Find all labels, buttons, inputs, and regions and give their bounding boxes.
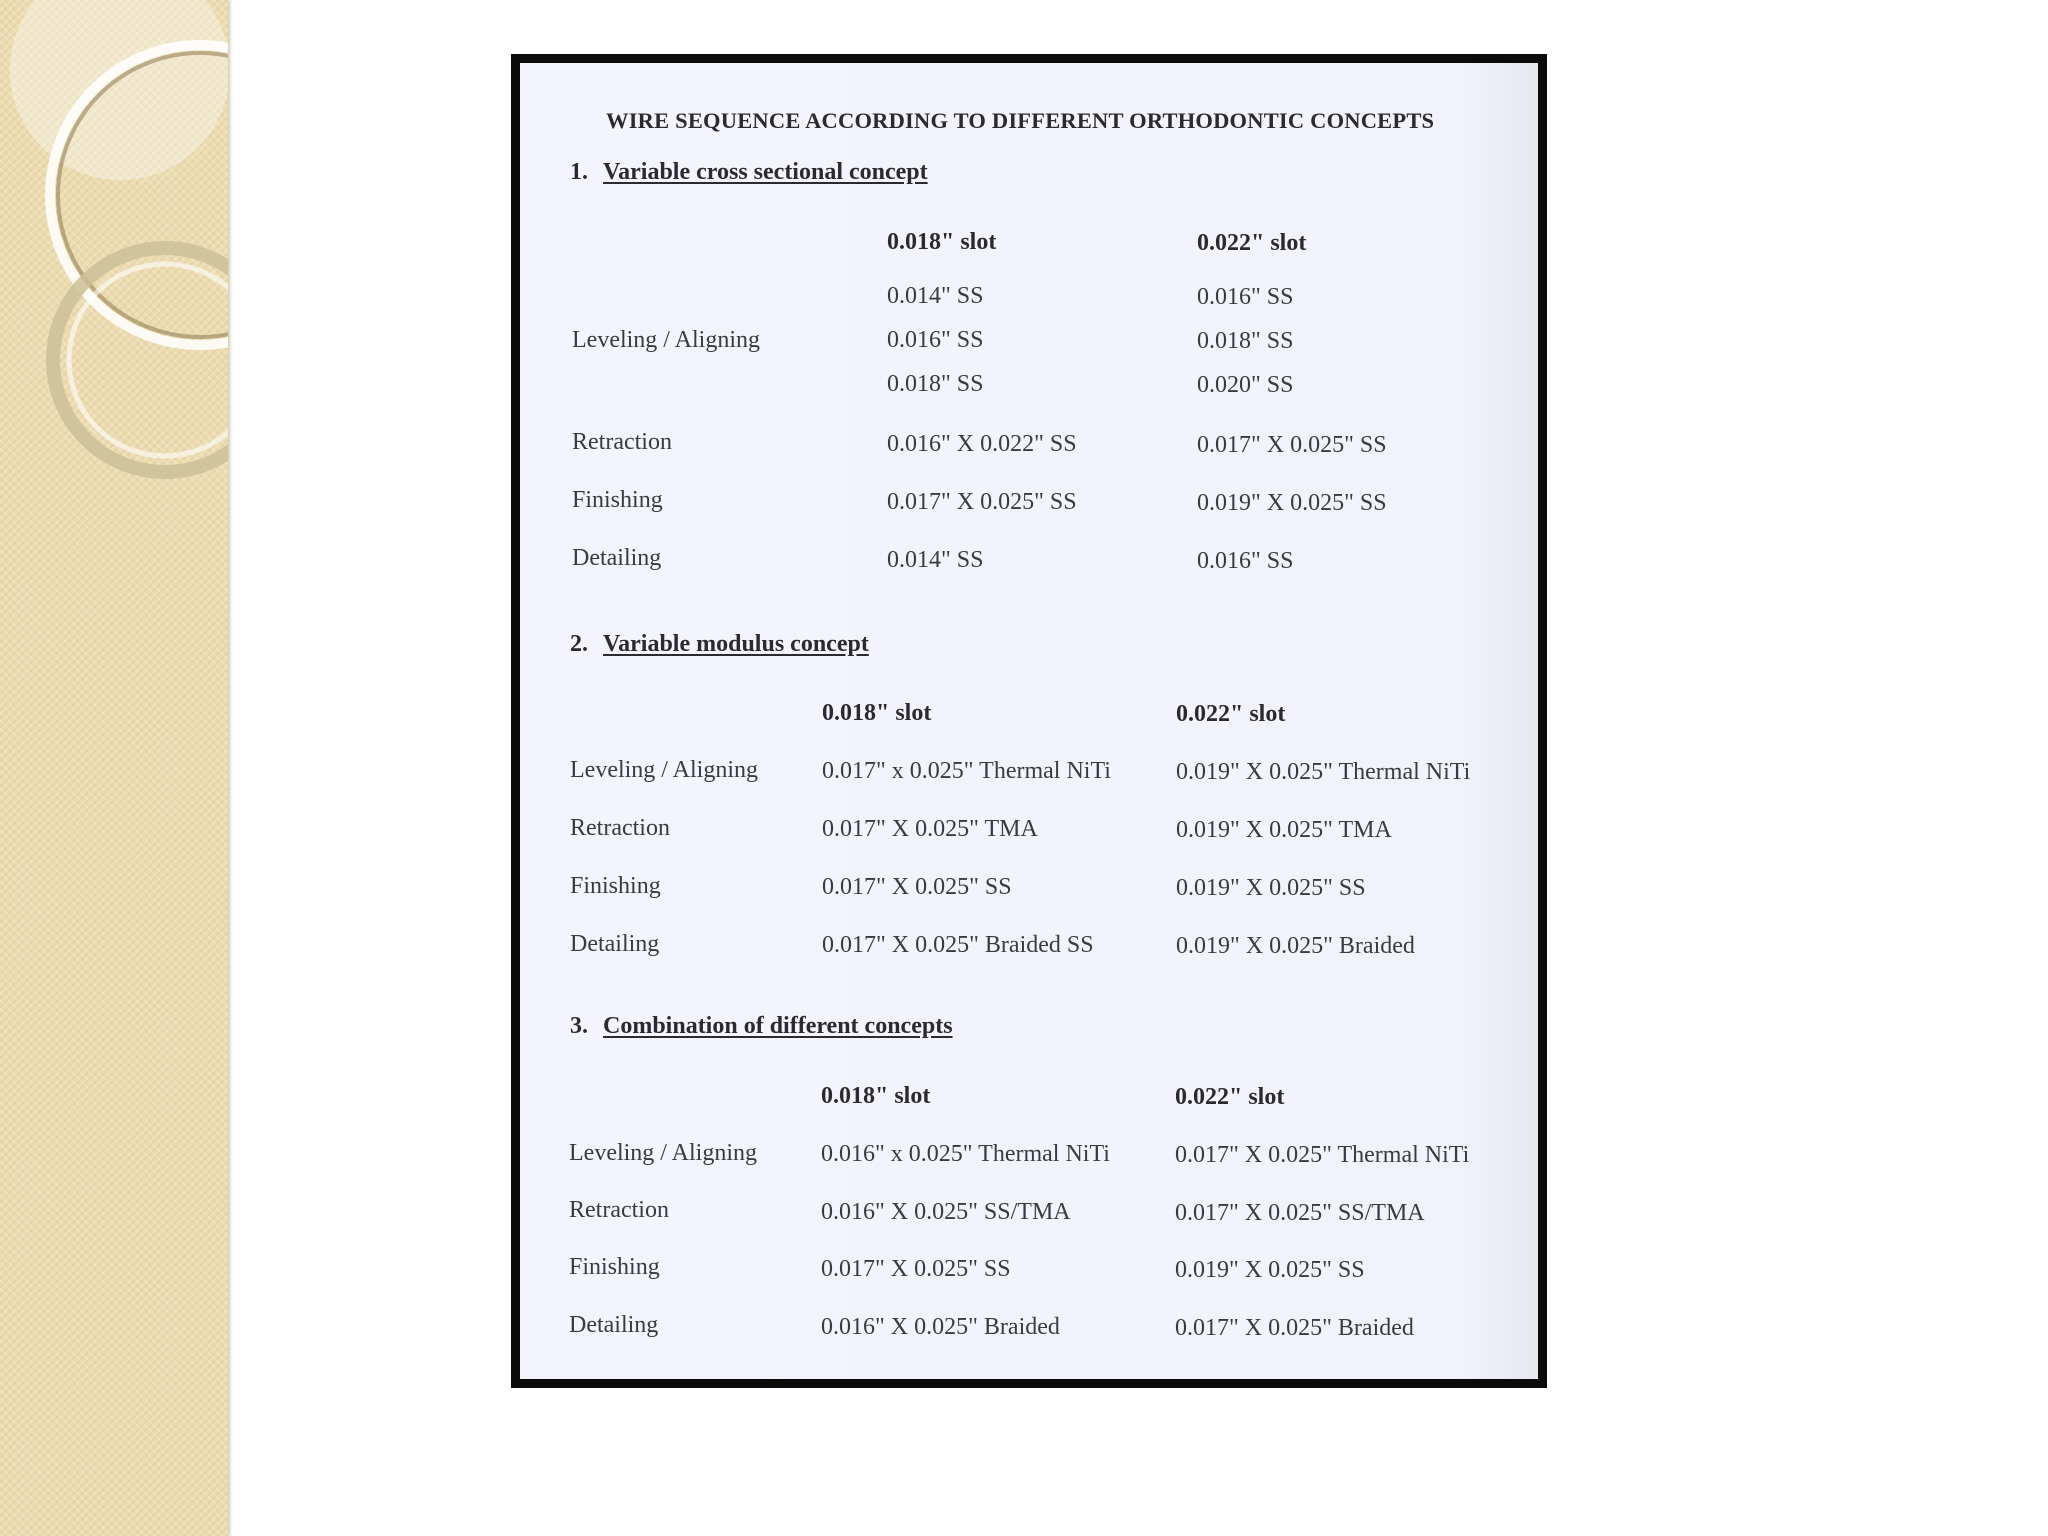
section-2-title: Variable modulus concept	[603, 631, 869, 657]
section-1-row-leveling-stage: Leveling / Aligning	[572, 327, 760, 353]
section-2-retraction-022: 0.019" X 0.025" TMA	[1176, 817, 1392, 843]
section-2-number: 2.	[570, 631, 588, 657]
section-1-number: 1.	[570, 159, 588, 185]
section-2-col-022-slot: 0.022" slot	[1176, 701, 1286, 727]
section-3-retraction-018: 0.016" X 0.025" SS/TMA	[821, 1199, 1071, 1225]
document-title: WIRE SEQUENCE ACCORDING TO DIFFERENT ORTHODONTIC CONCEPTS	[606, 108, 1435, 133]
section-2-row-retraction-stage: Retraction	[570, 815, 670, 841]
section-3-col-022-slot: 0.022" slot	[1175, 1084, 1285, 1110]
section-2-heading	[570, 631, 869, 658]
section-1-detailing-018: 0.014" SS	[887, 547, 984, 573]
section-3-row-detailing-stage: Detailing	[569, 1312, 659, 1338]
section-1-leveling-018-wire-1: 0.014" SS	[887, 283, 984, 309]
section-1-leveling-022-wire-1: 0.016" SS	[1197, 284, 1294, 310]
section-2-finishing-022: 0.019" X 0.025" SS	[1176, 875, 1366, 901]
section-3-number: 3.	[570, 1013, 588, 1039]
section-2-detailing-018: 0.017" X 0.025" Braided SS	[822, 932, 1094, 958]
section-2-col-018-slot: 0.018" slot	[822, 700, 932, 726]
section-1-finishing-018: 0.017" X 0.025" SS	[887, 489, 1077, 515]
section-3-row-leveling-stage: Leveling / Aligning	[569, 1140, 757, 1166]
decorative-rings-graphic	[0, 0, 228, 520]
section-1-finishing-022: 0.019" X 0.025" SS	[1197, 490, 1387, 516]
section-2-leveling-022: 0.019" X 0.025" Thermal NiTi	[1176, 759, 1471, 785]
section-3-leveling-022: 0.017" X 0.025" Thermal NiTi	[1175, 1142, 1470, 1168]
section-1-row-detailing-stage: Detailing	[572, 545, 662, 571]
section-1-heading	[570, 159, 928, 186]
section-2-row-finishing-stage: Finishing	[570, 873, 661, 899]
section-1-row-retraction-stage: Retraction	[572, 429, 672, 455]
section-2-row-detailing-stage: Detailing	[570, 931, 660, 957]
section-1-retraction-022: 0.017" X 0.025" SS	[1197, 432, 1387, 458]
section-2-row-leveling-stage: Leveling / Aligning	[570, 757, 758, 783]
section-1-leveling-022-wire-3: 0.020" SS	[1197, 372, 1294, 398]
section-3-heading	[570, 1013, 953, 1040]
section-3-detailing-018: 0.016" X 0.025" Braided	[821, 1314, 1060, 1340]
section-1-title: Variable cross sectional concept	[603, 159, 928, 185]
section-1-leveling-018-wire-2: 0.016" SS	[887, 327, 984, 353]
section-2-retraction-018: 0.017" X 0.025" TMA	[822, 816, 1038, 842]
section-2-finishing-018: 0.017" X 0.025" SS	[822, 874, 1012, 900]
section-1-col-018-slot: 0.018" slot	[887, 229, 997, 255]
scanned-document-frame	[511, 54, 1547, 1388]
section-3-title: Combination of different concepts	[603, 1013, 953, 1039]
section-1-leveling-022-wire-2: 0.018" SS	[1197, 328, 1294, 354]
section-3-detailing-022: 0.017" X 0.025" Braided	[1175, 1315, 1414, 1341]
section-1-col-022-slot: 0.022" slot	[1197, 230, 1307, 256]
section-1-detailing-022: 0.016" SS	[1197, 548, 1294, 574]
section-3-finishing-022: 0.019" X 0.025" SS	[1175, 1257, 1365, 1283]
section-3-col-018-slot: 0.018" slot	[821, 1083, 931, 1109]
section-3-leveling-018: 0.016" x 0.025" Thermal NiTi	[821, 1141, 1110, 1167]
section-2-leveling-018: 0.017" x 0.025" Thermal NiTi	[822, 758, 1111, 784]
section-3-row-retraction-stage: Retraction	[569, 1197, 669, 1223]
section-3-finishing-018: 0.017" X 0.025" SS	[821, 1256, 1011, 1282]
section-1-row-finishing-stage: Finishing	[572, 487, 663, 513]
section-1-leveling-018-wire-3: 0.018" SS	[887, 371, 984, 397]
scanned-document	[520, 63, 1538, 1379]
section-2-detailing-022: 0.019" X 0.025" Braided	[1176, 933, 1415, 959]
section-3-row-finishing-stage: Finishing	[569, 1254, 660, 1280]
section-1-retraction-018: 0.016" X 0.022" SS	[887, 431, 1077, 457]
section-3-retraction-022: 0.017" X 0.025" SS/TMA	[1175, 1200, 1425, 1226]
